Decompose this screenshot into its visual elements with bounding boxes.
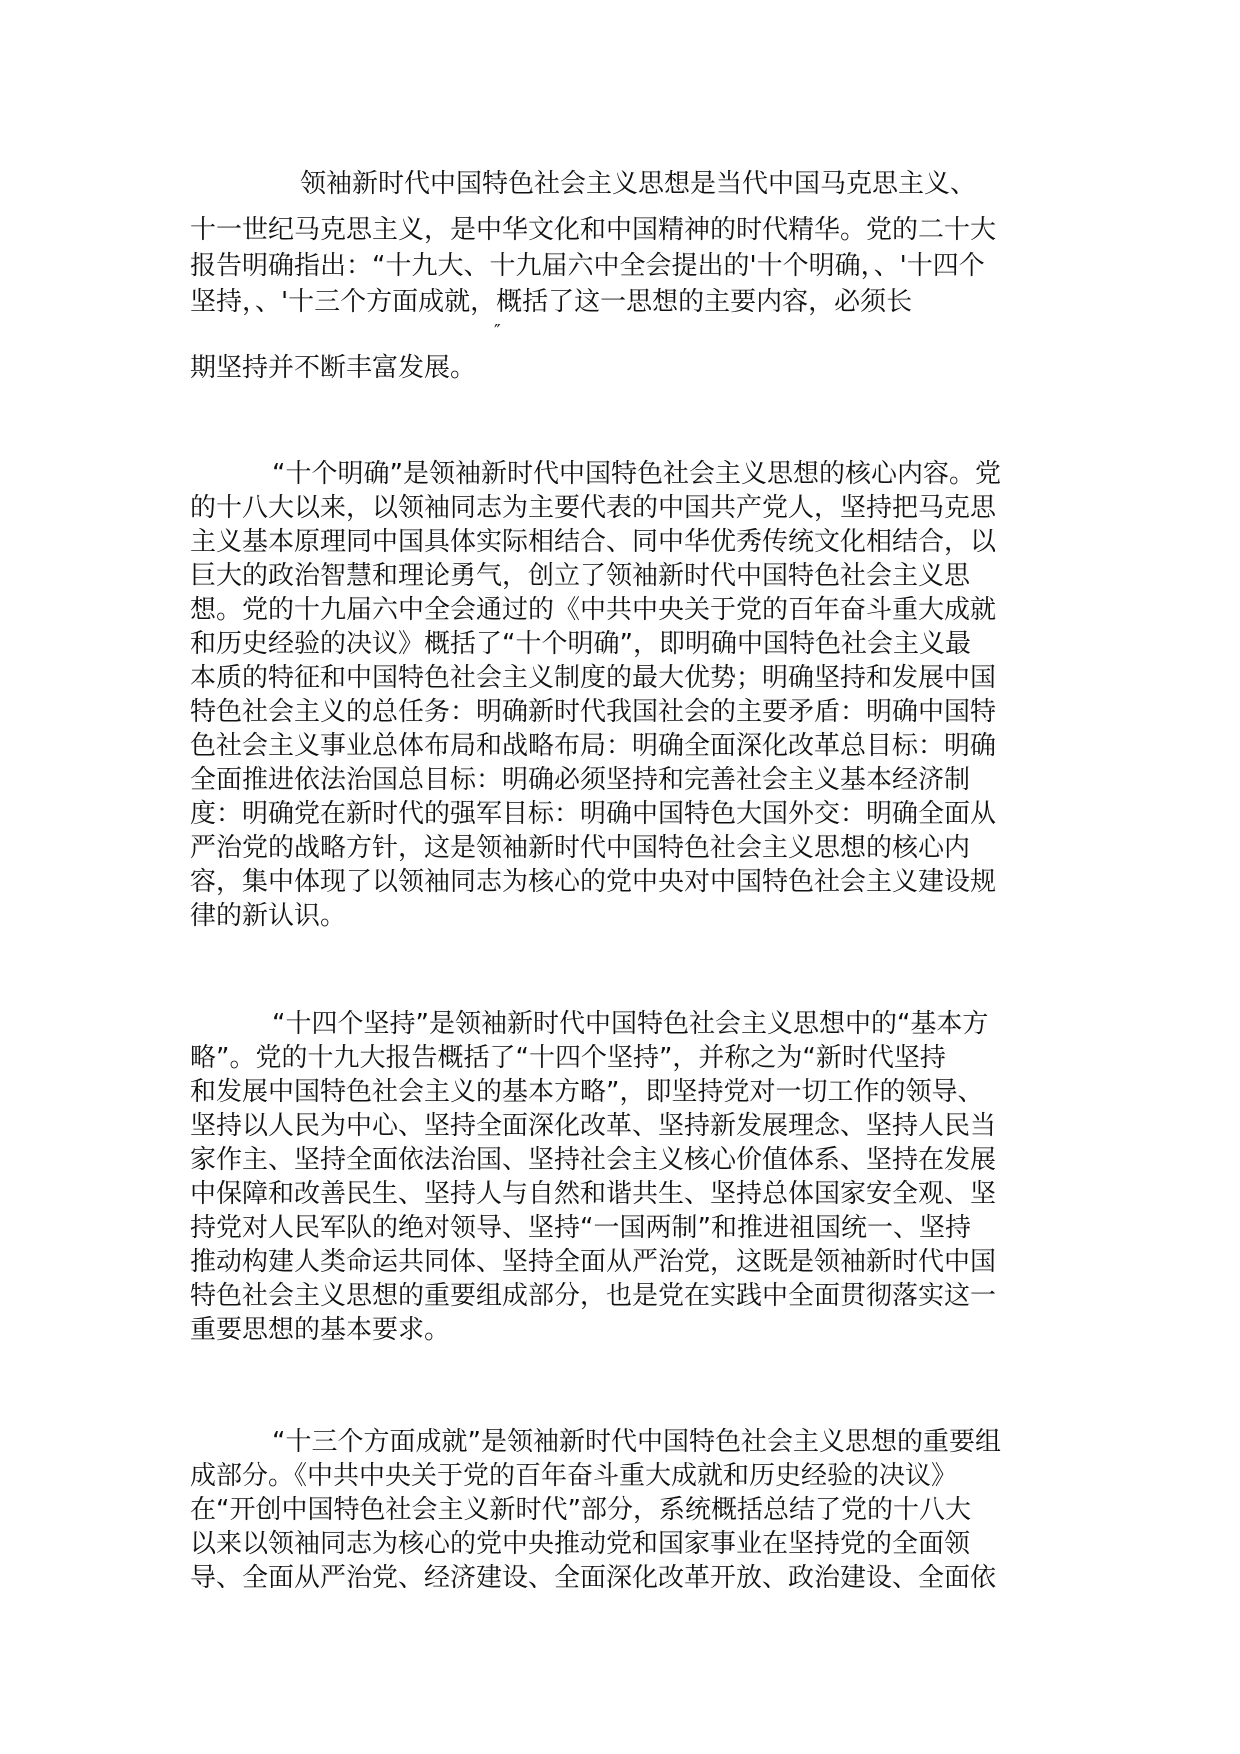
- paragraph-2-line-13: 容，集中体现了以领袖同志为核心的党中央对中国特色社会主义建设规: [190, 867, 997, 897]
- paragraph-1-line-2: 十一世纪马克思主义，是中华文化和中国精神的时代精华。党的二十大: [190, 215, 997, 245]
- paragraph-2-line-1: “十个明确”是领袖新时代中国特色社会主义思想的核心内容。党: [272, 459, 1001, 489]
- stray-quote-mark: ″: [494, 321, 501, 342]
- paragraph-3-line-5: 家作主、坚持全面依法治国、坚持社会主义核心价值体系、坚持在发展: [190, 1145, 997, 1175]
- paragraph-3-line-8: 推动构建人类命运共同体、坚持全面从严治党，这既是领袖新时代中国: [190, 1247, 997, 1277]
- paragraph-2-line-6: 和历史经验的决议》概括了“十个明确”，即明确中国特色社会主义最: [190, 629, 971, 659]
- paragraph-3-line-6: 中保障和改善民生、坚持人与自然和谐共生、坚持总体国家安全观、坚: [190, 1179, 997, 1209]
- paragraph-2-line-2: 的十八大以来，以领袖同志为主要代表的中国共产党人，坚持把马克思: [190, 493, 997, 523]
- paragraph-4-line-3: 在“开创中国特色社会主义新时代”部分，系统概括总结了党的十八大: [190, 1495, 971, 1525]
- paragraph-2-line-3: 主义基本原理同中国具体实际相结合、同中华优秀传统文化相结合，以: [190, 527, 997, 557]
- paragraph-3-line-1: “十四个坚持”是领袖新时代中国特色社会主义思想中的“基本方: [272, 1009, 989, 1039]
- paragraph-1-line-1: 领袖新时代中国特色社会主义思想是当代中国马克思主义、: [300, 169, 977, 199]
- paragraph-2-line-11: 度：明确党在新时代的强军目标：明确中国特色大国外交：明确全面从: [190, 799, 997, 829]
- paragraph-2-line-4: 巨大的政治智慧和理论勇气，创立了领袖新时代中国特色社会主义思: [190, 561, 971, 591]
- paragraph-3-line-10: 重要思想的基本要求。: [190, 1315, 451, 1345]
- paragraph-2-line-10: 全面推进依法治国总目标：明确必须坚持和完善社会主义基本经济制: [190, 765, 971, 795]
- paragraph-4-line-4: 以来以领袖同志为核心的党中央推动党和国家事业在坚持党的全面领: [190, 1529, 971, 1559]
- paragraph-2-line-7: 本质的特征和中国特色社会主义制度的最大优势；明确坚持和发展中国: [190, 663, 997, 693]
- paragraph-3-line-9: 特色社会主义思想的重要组成部分，也是党在实践中全面贯彻落实这一: [190, 1281, 997, 1311]
- paragraph-4-line-1: “十三个方面成就”是领袖新时代中国特色社会主义思想的重要组: [272, 1427, 1001, 1457]
- paragraph-3-line-2: 略”。党的十九大报告概括了“十四个坚持”，并称之为“新时代坚持: [190, 1043, 946, 1073]
- paragraph-4-line-5: 导、全面从严治党、经济建设、全面深化改革开放、政治建设、全面依: [190, 1563, 997, 1593]
- paragraph-3-line-4: 坚持以人民为中心、坚持全面深化改革、坚持新发展理念、坚持人民当: [190, 1111, 997, 1141]
- paragraph-2-line-14: 律的新认识。: [190, 901, 347, 931]
- paragraph-1-line-3: 报告明确指出：“十九大、十九届六中全会提出的'十个明确，、'十四个: [190, 251, 985, 281]
- paragraph-1-line-5: 期坚持并不断丰富发展。: [190, 353, 477, 383]
- paragraph-2-line-8: 特色社会主义的总任务：明确新时代我国社会的主要矛盾：明确中国特: [190, 697, 997, 727]
- paragraph-2-line-12: 严治党的战略方针，这是领袖新时代中国特色社会主义思想的核心内: [190, 833, 971, 863]
- paragraph-3-line-3: 和发展中国特色社会主义的基本方略”，即坚持党对一切工作的领导、: [190, 1077, 984, 1107]
- paragraph-3-line-7: 持党对人民军队的绝对领导、坚持“一国两制”和推进祖国统一、坚持: [190, 1213, 971, 1243]
- paragraph-2-line-5: 想。党的十九届六中全会通过的《中共中央关于党的百年奋斗重大成就: [190, 595, 997, 625]
- paragraph-2-line-9: 色社会主义事业总体布局和战略布局：明确全面深化改革总目标：明确: [190, 731, 997, 761]
- paragraph-4-line-2: 成部分。《中共中央关于党的百年奋斗重大成就和历史经验的决议》: [190, 1461, 958, 1491]
- paragraph-1-line-4: 坚持，、'十三个方面成就，概括了这一思想的主要内容，必须长: [190, 287, 913, 317]
